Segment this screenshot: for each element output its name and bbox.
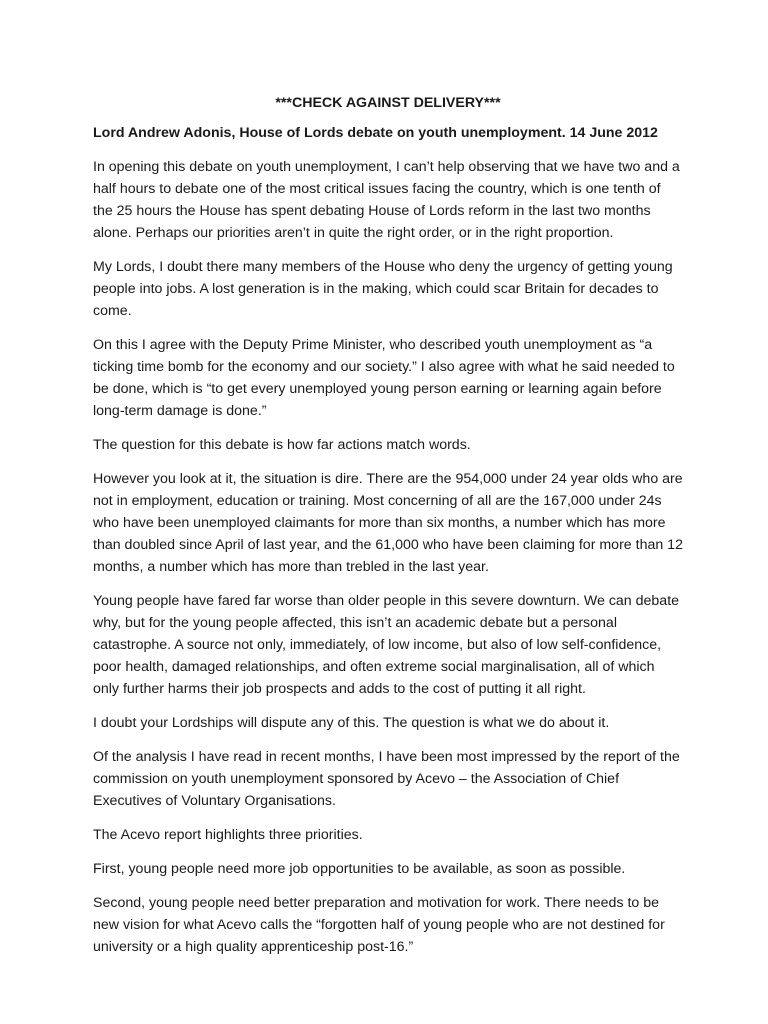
check-against-delivery-heading: ***CHECK AGAINST DELIVERY*** bbox=[275, 95, 501, 111]
paragraph-5: However you look at it, the situation is dire. There are the 954,000 under 24 year olds who are not in employment, education or training. Most concerning of all are the 167,000 under 24s who have been unemployed claimants for more than six months, a number which has more than doubled since April of last year, and the 61,000 who have been claiming for more than 12 months, a number which has more than trebled in the last year. bbox=[93, 471, 683, 575]
paragraph-2: My Lords, I doubt there many members of the House who deny the urgency of getting young people into jobs. A lost generation is in the making, which could scar Britain for decades to come. bbox=[93, 259, 673, 319]
paragraph-11: Second, young people need better preparation and motivation for work. There needs to be new vision for what Acevo calls the “forgotten half of young people who are not destined for university or a high quality apprenticeship post-16.” bbox=[93, 895, 665, 955]
paragraph-8: Of the analysis I have read in recent months, I have been most impressed by the report of the commission on youth unemployment sponsored by Acevo – the Association of Chief Executives of Voluntary Organisations. bbox=[93, 749, 680, 809]
paragraph-9: The Acevo report highlights three priorities. bbox=[93, 827, 363, 843]
paragraph-4: The question for this debate is how far actions match words. bbox=[93, 437, 471, 453]
paragraph-1: In opening this debate on youth unemployment, I can’t help observing that we have two and a half hours to debate one of the most critical issues facing the country, which is one tenth of the 25 hours the House has spent debating House of Lords reform in the last two months alone. Perhaps our priorities aren’t in quite the right order, or in the right proportion. bbox=[93, 159, 680, 241]
paragraph-6: Young people have fared far worse than older people in this severe downturn. We can debate why, but for the young people affected, this isn’t an academic debate but a personal catastrophe. A source not only, immediately, of low income, but also of low self-confidence, poor health, damaged relationships, and often extreme social marginalisation, all of which only further harms their job prospects and adds to the cost of putting it all right. bbox=[93, 593, 680, 697]
paragraph-10: First, young people need more job opportunities to be available, as soon as possible. bbox=[93, 861, 626, 877]
speech-title: Lord Andrew Adonis, House of Lords debate on youth unemployment. 14 June 2012 bbox=[93, 125, 658, 141]
paragraph-7: I doubt your Lordships will dispute any of this. The question is what we do about it. bbox=[93, 715, 610, 731]
document-page bbox=[93, 92, 683, 970]
paragraph-3: On this I agree with the Deputy Prime Minister, who described youth unemployment as “a ticking time bomb for the economy and our society.” I also agree with what he said needed to be done, which is “to get every unemployed young person earning or learning again before long-term damage is done.” bbox=[93, 337, 675, 419]
